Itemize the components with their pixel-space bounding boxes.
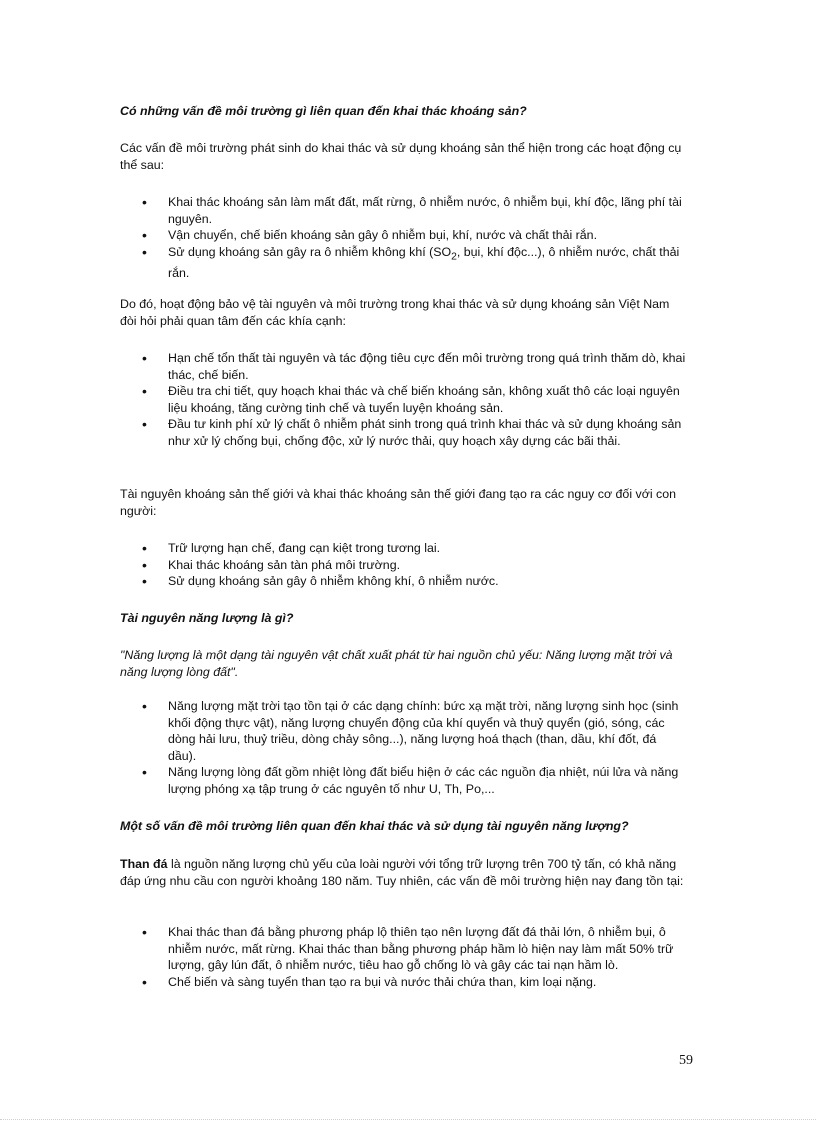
list-protection-aspects xyxy=(120,350,686,449)
list-item-text: , bụi, khí độc...), ô nhiễm nước, chất thải rắn. xyxy=(168,244,680,281)
page-bottom-divider xyxy=(0,1119,816,1120)
list-item: • Khai thác than đá bằng phương pháp lộ thiên tạo nên lượng đất đá thải lớn, ô nhiễm bụi, ô nhiễm nước, mất rừng. Khai thác than bằng phương pháp hầm lò hiện nay làm mất 50% trữ lượng, gây lún đất, ô nhiễm nước, tiêu hao gỗ chống lò và gây các tai nạn hầm lò. xyxy=(120,924,686,974)
list-item: • Trữ lượng hạn chế, đang cạn kiệt trong tương lai. xyxy=(120,540,686,557)
list-item: • Khai thác khoáng sản làm mất đất, mất rừng, ô nhiễm nước, ô nhiễm bụi, khí độc, lãng phí tài nguyên. xyxy=(120,194,686,227)
subscript-2: 2 xyxy=(451,250,457,262)
list-item: • Vận chuyển, chế biến khoáng sản gây ô nhiễm bụi, khí, nước và chất thải rắn. xyxy=(120,227,686,244)
list-item: • Năng lượng mặt trời tạo tồn tại ở các dạng chính: bức xạ mặt trời, năng lượng sinh học (sinh khối động thực vật), năng lượng chuyển động của khí quyển và thuỷ quyển (gió, sóng, các dòng hải lưu, thuỷ triều, dòng chảy sông...), năng lượng hoá thạch (than, dầu, khí đốt, đá dầu). xyxy=(120,698,686,764)
list-risks xyxy=(120,540,686,590)
paragraph-risks-intro: Tài nguyên khoáng sản thế giới và khai thác khoáng sản thế giới đang tạo ra các nguy cơ đối với con người: xyxy=(120,487,677,518)
paragraph-protection-intro: Do đó, hoạt động bảo vệ tài nguyên và môi trường trong khai thác và sử dụng khoáng sản Việt Nam đòi hỏi phải quan tâm đến các khía cạnh: xyxy=(120,297,670,328)
paragraph-coal xyxy=(120,856,686,889)
quote-energy-definition: "Năng lượng là một dạng tài nguyên vật chất xuất phát từ hai nguồn chủ yếu: Năng lượng mặt trời và năng lượng lòng đất". xyxy=(120,648,673,679)
list-item: • Điều tra chi tiết, quy hoạch khai thác và chế biến khoáng sản, không xuất thô các loại nguyên liệu khoáng, tăng cường tinh chế và tuyển luyện khoáng sản. xyxy=(120,383,686,416)
heading-energy-issues: Một số vấn đề môi trường liên quan đến khai thác và sử dụng tài nguyên năng lượng? xyxy=(120,819,629,833)
list-item: • Năng lượng lòng đất gồm nhiệt lòng đất biểu hiện ở các các nguồn địa nhiệt, núi lửa và năng lượng phóng xạ tập trung ở các nguyên tố như U, Th, Po,... xyxy=(120,764,686,797)
list-item: • Sử dụng khoáng sản gây ô nhiễm không khí, ô nhiễm nước. xyxy=(120,573,686,590)
page-number: 59 xyxy=(679,1053,693,1068)
coal-term: Than đá xyxy=(120,857,168,871)
list-item-text: Sử dụng khoáng sản gây ra ô nhiễm không khí (SO xyxy=(168,244,452,259)
list-item: • Đầu tư kinh phí xử lý chất ô nhiễm phát sinh trong quá trình khai thác và sử dụng khoáng sản như xử lý chống bụi, chống độc, xử lý nước thải, quy hoạch xây dựng các bãi thải. xyxy=(120,416,686,449)
list-mining-issues xyxy=(120,194,686,282)
coal-description: là nguồn năng lượng chủ yếu của loài người với tổng trữ lượng trên 700 tỷ tấn, có khả năng đáp ứng nhu cầu con người khoảng 180 năm. Tuy nhiên, các vấn đề môi trường hiện nay đang tồn tại: xyxy=(120,857,684,888)
list-energy-sources xyxy=(120,698,686,797)
heading-mining-issues: Có những vấn đề môi trường gì liên quan đến khai thác khoáng sản? xyxy=(120,104,527,118)
list-item: • Chế biến và sàng tuyển than tạo ra bụi và nước thải chứa than, kim loại nặng. xyxy=(120,974,686,991)
list-coal-issues xyxy=(120,924,686,990)
list-item: • Hạn chế tổn thất tài nguyên và tác động tiêu cực đến môi trường trong quá trình thăm dò, khai thác, chế biến. xyxy=(120,350,686,383)
heading-energy-resources: Tài nguyên năng lượng là gì? xyxy=(120,611,294,625)
paragraph-mining-intro: Các vấn đề môi trường phát sinh do khai thác và sử dụng khoáng sản thể hiện trong các hoạt động cụ thể sau: xyxy=(120,141,682,172)
list-item: • Khai thác khoáng sản tàn phá môi trường. xyxy=(120,557,686,574)
list-item xyxy=(120,244,686,282)
